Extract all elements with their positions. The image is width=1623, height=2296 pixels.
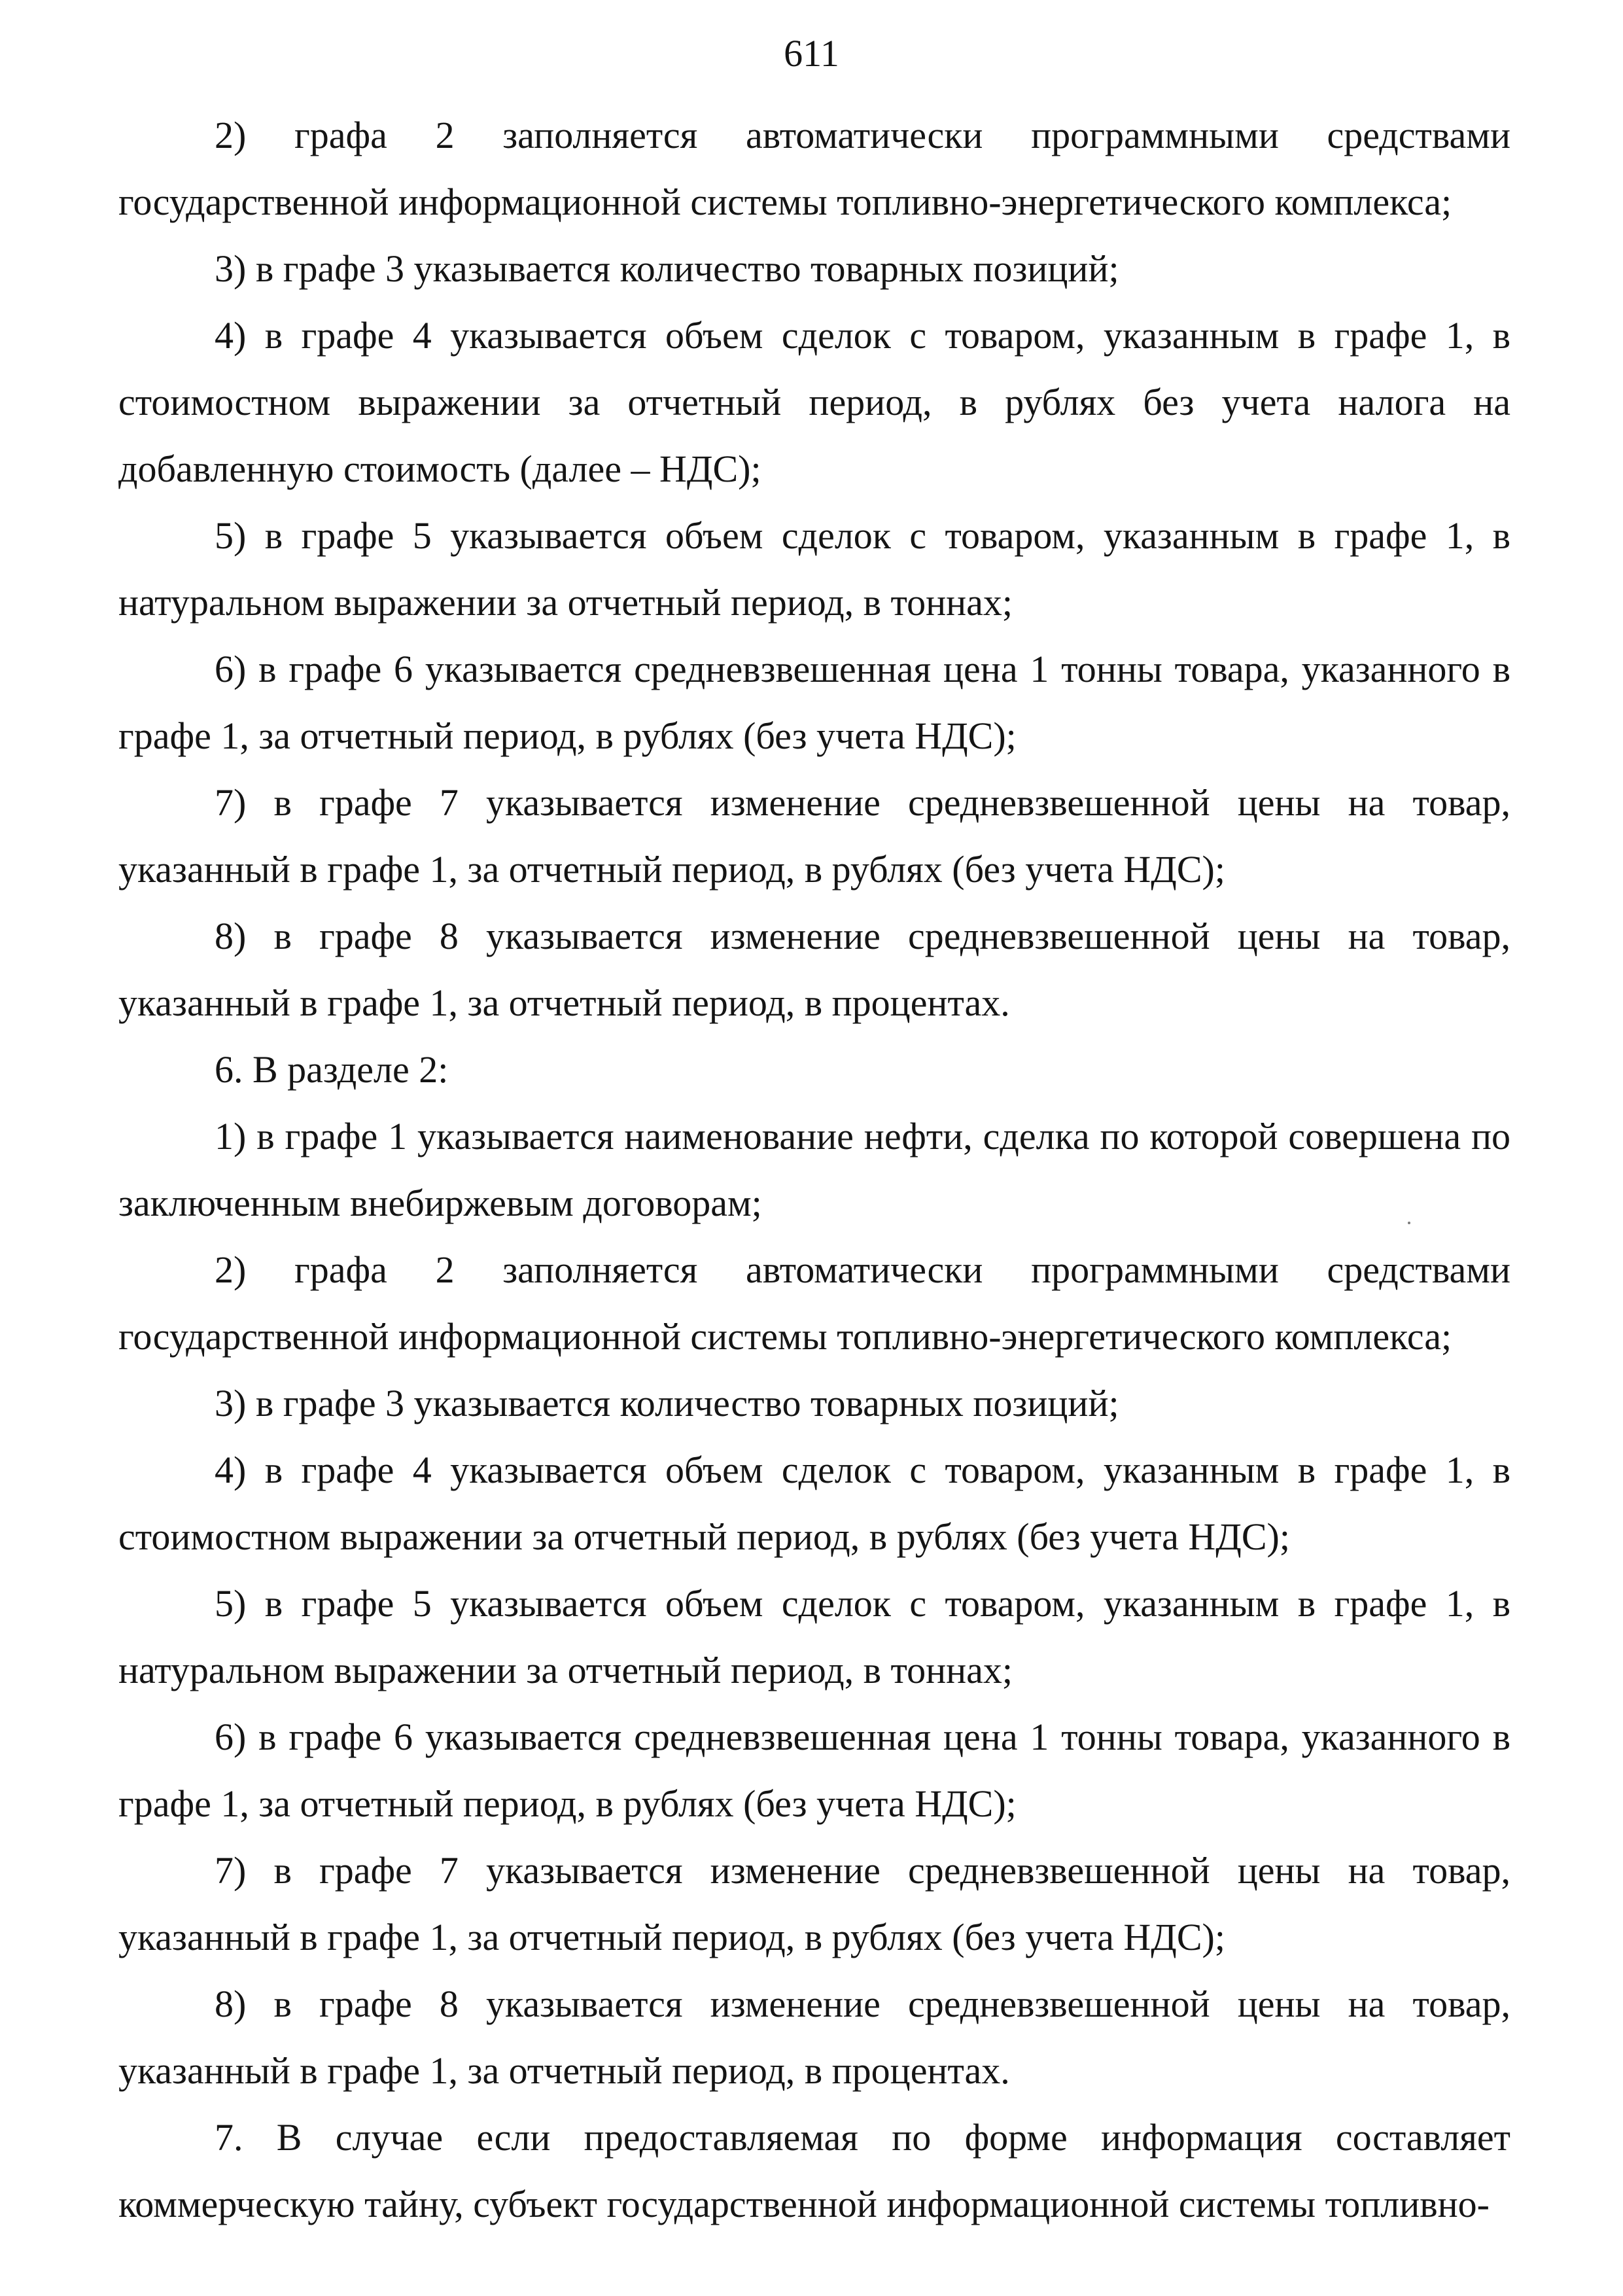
section-heading-6: 6. В разделе 2:	[215, 1048, 449, 1091]
paragraph-section1-item8: 8) в графе 8 указывается изменение средневзвешенной цены на товар, указанный в графе 1, за отчетный период, в процентах.	[118, 915, 1510, 1024]
paragraph-section2-item2: 2) графа 2 заполняется автоматически программными средствами государственной информационной системы топливно-энергетического комплекса;	[118, 1248, 1510, 1358]
paragraph-section2-item4: 4) в графе 4 указывается объем сделок с товаром, указанным в графе 1, в стоимостном выражении за отчетный период, в рублях (без учета НДС);	[118, 1449, 1510, 1558]
paragraph-section1-item2: 2) графа 2 заполняется автоматически программными средствами государственной информационной системы топливно-энергетического комплекса;	[118, 114, 1510, 223]
paragraph-section2-item7: 7) в графе 7 указывается изменение средневзвешенной цены на товар, указанный в графе 1, за отчетный период, в рублях (без учета НДС);	[118, 1849, 1510, 1958]
page-number: 611	[784, 32, 839, 75]
paragraph-section2-item3: 3) в графе 3 указывается количество товарных позиций;	[215, 1382, 1119, 1424]
paragraph-section1-item7: 7) в графе 7 указывается изменение средневзвешенной цены на товар, указанный в графе 1, за отчетный период, в рублях (без учета НДС);	[118, 781, 1510, 891]
paragraph-section1-item5: 5) в графе 5 указывается объем сделок с товаром, указанным в графе 1, в натуральном выражении за отчетный период, в тоннах;	[118, 514, 1510, 624]
paragraph-section1-item4: 4) в графе 4 указывается объем сделок с товаром, указанным в графе 1, в стоимостном выражении за отчетный период, в рублях без учета налога на добавленную стоимость (далее – НДС);	[118, 314, 1510, 490]
paragraph-section2-item8: 8) в графе 8 указывается изменение средневзвешенной цены на товар, указанный в графе 1, за отчетный период, в процентах.	[118, 1983, 1510, 2092]
paragraph-section2-item6: 6) в графе 6 указывается средневзвешенная цена 1 тонны товара, указанного в графе 1, за отчетный период, в рублях (без учета НДС);	[118, 1716, 1510, 1825]
scan-speck	[1408, 1222, 1410, 1224]
paragraph-section2-item1: 1) в графе 1 указывается наименование нефти, сделка по которой совершена по заключенным внебиржевым договорам;	[118, 1115, 1510, 1224]
paragraph-section1-item3: 3) в графе 3 указывается количество товарных позиций;	[215, 247, 1119, 290]
paragraph-section1-item6: 6) в графе 6 указывается средневзвешенная цена 1 тонны товара, указанного в графе 1, за отчетный период, в рублях (без учета НДС);	[118, 648, 1510, 757]
document-body	[118, 102, 1510, 2238]
paragraph-point-7: 7. В случае если предоставляемая по форме информация составляет коммерческую тайну, субъект государственной информационной системы топливно-	[118, 2116, 1510, 2225]
paragraph-section2-item5: 5) в графе 5 указывается объем сделок с товаром, указанным в графе 1, в натуральном выражении за отчетный период, в тоннах;	[118, 1582, 1510, 1691]
